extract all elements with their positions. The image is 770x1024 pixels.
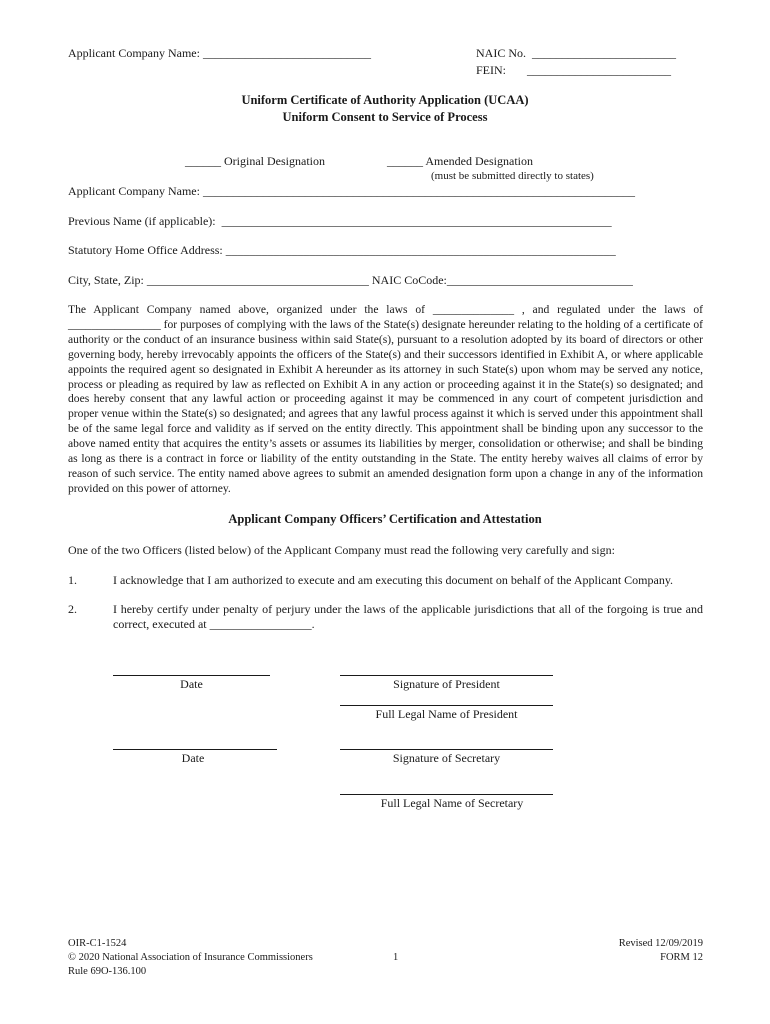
footer-page-number: 1 — [393, 952, 399, 963]
footer-form-id: OIR-C1-1524 — [68, 938, 127, 949]
field-city-state-zip: City, State, Zip: _____________________________________ NAIC CoCode:_______________________________ — [68, 273, 633, 287]
president-signature-line — [340, 675, 553, 676]
secretary-signature-label: Signature of Secretary — [392, 751, 501, 765]
header-naic-no: NAIC No. ________________________ — [476, 46, 676, 60]
president-signature-label: Signature of President — [393, 677, 500, 691]
form-title: Uniform Certificate of Authority Application (UCAA) — [241, 93, 529, 107]
header-fein: FEIN: ________________________ — [476, 63, 671, 77]
field-previous-name: Previous Name (if applicable): _________________________________________________________________ — [68, 214, 612, 228]
footer-form-number: FORM 12 — [660, 952, 703, 963]
secretary-name-line — [340, 794, 553, 795]
footer-rule: Rule 69O-136.100 — [68, 966, 147, 977]
field-applicant-company: Applicant Company Name: ________________________________________________________________________ — [68, 184, 635, 198]
certification-intro: One of the two Officers (listed below) of the Applicant Company must read the following very carefully and sign: — [68, 543, 615, 557]
amended-designation-note: (must be submitted directly to states) — [431, 170, 594, 182]
certification-heading: Applicant Company Officers’ Certification and Attestation — [228, 512, 542, 526]
item-number-1: 1. — [68, 573, 77, 587]
date-line-1 — [113, 675, 270, 676]
date-line-2 — [113, 749, 277, 750]
president-name-line — [340, 705, 553, 706]
field-statutory-address: Statutory Home Office Address: _________________________________________________________________ — [68, 243, 616, 257]
item-number-2: 2. — [68, 602, 77, 616]
footer-revised: Revised 12/09/2019 — [618, 938, 703, 949]
date-label-2: Date — [181, 751, 205, 765]
form-subtitle: Uniform Consent to Service of Process — [282, 110, 488, 124]
consent-paragraph: The Applicant Company named above, organized under the laws of ______________ , and regulated under the laws of ________________ for purposes of complying with the laws of the State(s) designate hereunder relating to the holding of a certificate of authority or the conduct of an insurance business within said State(s), pursuant to a resolution adopted by its board of directors or other governing body, hereby irrevocably appoints the officers of the State(s) and their successors identified in Exhibit A, or where applicable appoints the required agent so designated in Exhibit A hereunder as its attorney in such State(s) upon whom may be served any notice, process or pleading as required by law as reflected on Exhibit A in any action or proceeding against it in the State(s) so designated; and does hereby consent that any lawful action or proceeding against it may be commenced in any court of competent jurisdiction and proper venue within the State(s) so designated; and agrees that any lawful process against it which is served under this appointment shall be of the same legal force and validity as if served on the entity directly. This appointment shall be binding upon any successor to the above named entity that acquires the entity’s assets or assumes its liabilities by merger, consolidation or otherwise; and shall be binding as long as there is a contract in force or liability of the entity outstanding in the State. The entity hereby waives all claims of error by reason of such service. The entity named above agrees to submit an amended designation form upon a change in any of the information provided on this power of attorney. — [68, 303, 703, 495]
original-designation: ______ Original Designation — [185, 154, 325, 168]
date-label-1: Date — [180, 677, 203, 691]
item-text-1: I acknowledge that I am authorized to execute and am executing this document on behalf of the Applicant Company. — [113, 573, 674, 587]
secretary-signature-line — [340, 749, 553, 750]
secretary-name-label: Full Legal Name of Secretary — [380, 796, 524, 810]
item-text-2: I hereby certify under penalty of perjury under the laws of the applicable jurisdictions that all of the forgoing is true and correct, executed at _________________. — [113, 602, 703, 631]
footer-copyright: © 2020 National Association of Insurance Commissioners — [68, 952, 313, 963]
header-applicant-company: Applicant Company Name: ____________________________ — [68, 46, 371, 60]
president-name-label: Full Legal Name of President — [375, 707, 518, 721]
amended-designation: ______ Amended Designation — [387, 154, 533, 168]
